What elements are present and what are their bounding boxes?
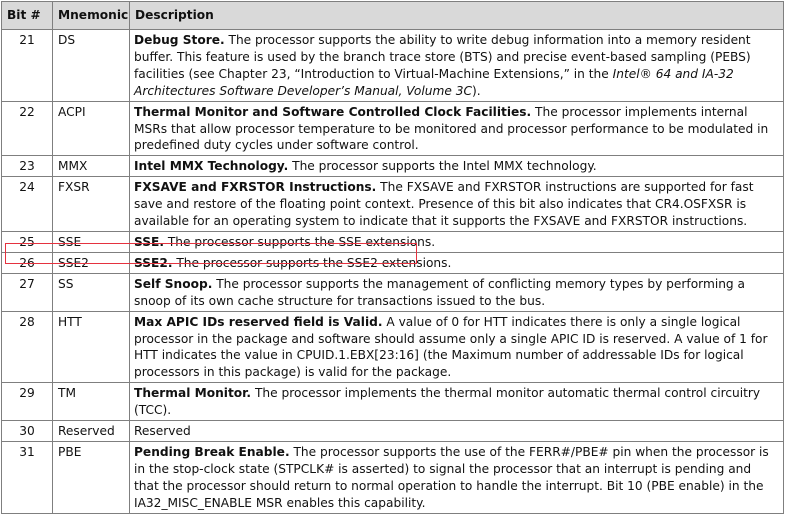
feature-title: Self Snoop. xyxy=(134,276,213,291)
feature-description: The processor supports the ability to write debug information into a memory resident buffer. This feature is used by the branch trace store (BTS) and precise event-based sampling (PEBS) facilities (see Chapter 23, “Introduction to Virtual-Machine Extensions,” in the xyxy=(134,33,751,81)
table-row xyxy=(2,177,784,232)
feature-title: SSE2. xyxy=(134,255,173,270)
bit-cell: 23 xyxy=(2,156,53,177)
description-cell xyxy=(130,252,784,273)
description-cell xyxy=(130,156,784,177)
mnemonic-cell: FXSR xyxy=(53,177,130,232)
description-cell xyxy=(130,101,784,156)
table-row xyxy=(2,231,784,252)
feature-title: Pending Break Enable. xyxy=(134,444,290,459)
feature-flags-table xyxy=(1,1,784,514)
feature-description: Reserved xyxy=(134,424,191,439)
description-cell xyxy=(130,441,784,513)
feature-title: Max APIC IDs reserved field is Valid. xyxy=(134,314,383,329)
feature-description: The processor supports the Intel MMX technology. xyxy=(288,159,597,174)
header-mnemonic: Mnemonic xyxy=(53,2,130,30)
bit-cell: 25 xyxy=(2,231,53,252)
feature-description: The processor supports the management of conflicting memory types by performing a snoop of its own cache structure for transactions issued to the bus. xyxy=(134,276,746,308)
feature-description: A value of 0 for HTT indicates there is only a single logical processor in the package and software should assume only a single APIC ID is reserved. A value of 1 for HTT indicates the value in CPUID.1.EBX[23:16] (the Maximum number of addressable IDs for logical processors in this package) is valid for the package. xyxy=(134,314,768,380)
table-row xyxy=(2,441,784,513)
manual-reference: Intel® 64 and IA-32 Architectures Software Developer’s Manual, Volume 3C xyxy=(134,66,734,98)
description-tail: ). xyxy=(471,83,481,98)
table-row xyxy=(2,101,784,156)
feature-description: The processor supports the use of the FERR#/PBE# pin when the processor is in the stop-clock state (STPCLK# is asserted) to signal the processor that an interrupt is pending and that the processor should return to normal operation to handle the interrupt. Bit 10 (PBE enable) in the IA32_MISC_ENABLE MSR enables this capability. xyxy=(134,444,769,510)
mnemonic-cell: MMX xyxy=(53,156,130,177)
bit-cell: 31 xyxy=(2,441,53,513)
bit-cell: 27 xyxy=(2,273,53,311)
description-cell xyxy=(130,421,784,442)
table-header-row xyxy=(2,2,784,30)
feature-description: The processor implements the thermal monitor automatic thermal control circuitry (TCC). xyxy=(134,386,761,418)
mnemonic-cell: DS xyxy=(53,30,130,102)
table-row xyxy=(2,252,784,273)
header-bit: Bit # xyxy=(2,2,53,30)
description-cell xyxy=(130,30,784,102)
mnemonic-cell: SSE xyxy=(53,231,130,252)
bit-cell: 26 xyxy=(2,252,53,273)
feature-description: The processor implements internal MSRs that allow processor temperature to be monitored and processor performance to be modulated in predefined duty cycles under software control. xyxy=(134,104,769,153)
description-cell xyxy=(130,273,784,311)
feature-title: Debug Store. xyxy=(134,33,225,47)
bit-cell: 30 xyxy=(2,421,53,442)
feature-title: Thermal Monitor. xyxy=(134,386,252,401)
mnemonic-cell: PBE xyxy=(53,441,130,513)
feature-title: Thermal Monitor and Software Controlled Clock Facilities. xyxy=(134,104,532,119)
bit-cell: 21 xyxy=(2,30,53,102)
feature-description: The processor supports the SSE2 extensions. xyxy=(172,255,452,270)
table-row xyxy=(2,156,784,177)
description-cell xyxy=(130,177,784,232)
mnemonic-cell: Reserved xyxy=(53,421,130,442)
table-row xyxy=(2,273,784,311)
mnemonic-cell: TM xyxy=(53,383,130,421)
feature-description: The processor supports the SSE extensions. xyxy=(163,234,436,249)
mnemonic-cell: ACPI xyxy=(53,101,130,156)
bit-cell: 24 xyxy=(2,177,53,232)
feature-title: FXSAVE and FXRSTOR Instructions. xyxy=(134,180,377,195)
mnemonic-cell: SS xyxy=(53,273,130,311)
bit-cell: 29 xyxy=(2,383,53,421)
table-row xyxy=(2,421,784,442)
feature-title: SSE. xyxy=(134,234,164,249)
table-row xyxy=(2,383,784,421)
bit-cell: 22 xyxy=(2,101,53,156)
feature-title: Intel MMX Technology. xyxy=(134,159,289,174)
description-cell xyxy=(130,231,784,252)
table-row xyxy=(2,311,784,383)
description-cell xyxy=(130,311,784,383)
header-description: Description xyxy=(130,2,784,30)
bit-cell: 28 xyxy=(2,311,53,383)
description-cell xyxy=(130,383,784,421)
mnemonic-cell: HTT xyxy=(53,311,130,383)
feature-description: The FXSAVE and FXRSTOR instructions are supported for fast save and restore of the floating point context. Presence of this bit also indicates that CR4.OSFXSR is available for an operating system to indicate that it supports the FXSAVE and FXRSTOR instructions. xyxy=(134,180,754,229)
mnemonic-cell: SSE2 xyxy=(53,252,130,273)
table-row xyxy=(2,30,784,102)
